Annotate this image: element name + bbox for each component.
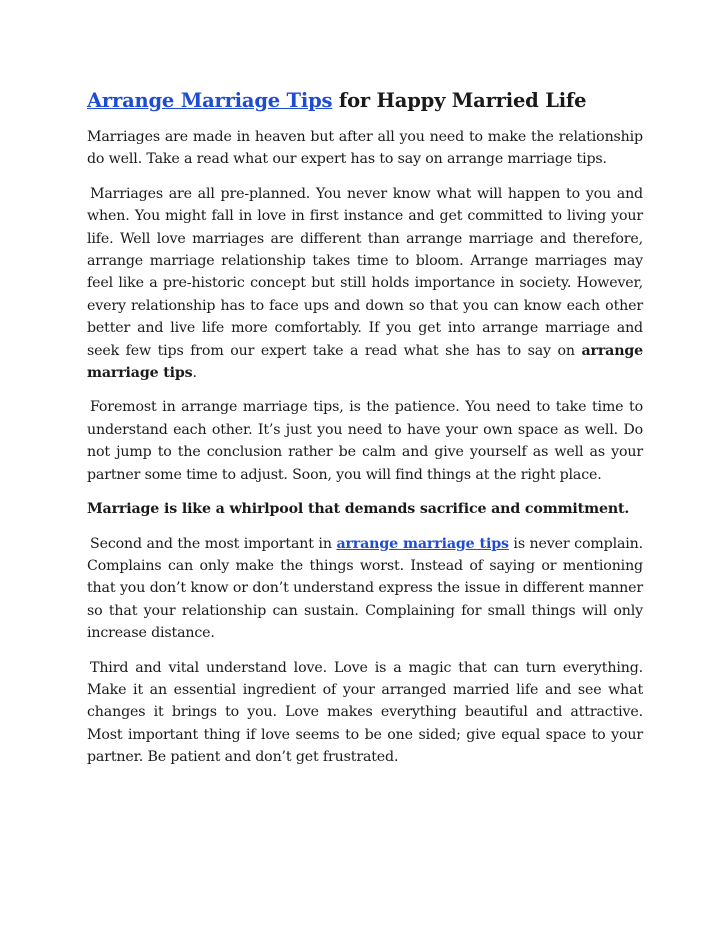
title-rest: for Happy Married Life <box>332 89 587 112</box>
paragraph-5-start: Second and the most important in <box>90 535 337 552</box>
paragraph-2 <box>87 183 643 385</box>
paragraph-intro: Marriages are made in heaven but after all you need to make the relationship do well. Take a read what our expert has to say on arrange marriage tips. <box>87 129 643 168</box>
paragraph-2-end: . <box>192 365 197 382</box>
bold-heading: Marriage is like a whirlpool that demands sacrifice and commitment. <box>87 501 630 518</box>
paragraph-5 <box>87 533 643 645</box>
paragraph-6: Third and vital understand love. Love is a magic that can turn everything. Make it an essential ingredient of your arranged married life and see what changes it brings to you. Love makes everything beautiful and attractive. Most important thing if love seems to be one sided; give equal space to your partner. Be patient and don’t get frustrated. <box>87 659 643 766</box>
paragraph-2-bold: arrange marriage tips <box>87 342 643 382</box>
title-link[interactable]: Arrange Marriage Tips <box>87 89 333 112</box>
inline-link-arrange-marriage-tips[interactable]: arrange marriage tips <box>336 535 509 552</box>
document-title <box>87 86 643 116</box>
paragraph-5-rest: is never complain. Complains can only make the things worst. Instead of saying or mentioning that you don’t know or don’t understand express the issue in different manner so that your relationship can sustain. Complaining for small things will only increase distance. <box>87 535 644 642</box>
paragraph-2-text: Marriages are all pre-planned. You never know what will happen to you and when. You might fall in love in first instance and get committed to living your life. Well love marriages are different than arrange marriage and therefore, arrange marriage relationship takes time to bloom. Arrange marriages may feel like a pre-historic concept but still holds importance in society. However, every relationship has to face ups and down so that you can know each other better and live life more comfortably. If you get into arrange marriage and seek few tips from our expert take a read what she has to say on <box>87 185 643 359</box>
paragraph-3: Foremost in arrange marriage tips, is the patience. You need to take time to understand each other. It’s just you need to have your own space as well. Do not jump to the conclusion rather be calm and give yourself as well as your partner some time to adjust. Soon, you will find things at the right place. <box>87 399 643 483</box>
document-body <box>87 86 643 781</box>
